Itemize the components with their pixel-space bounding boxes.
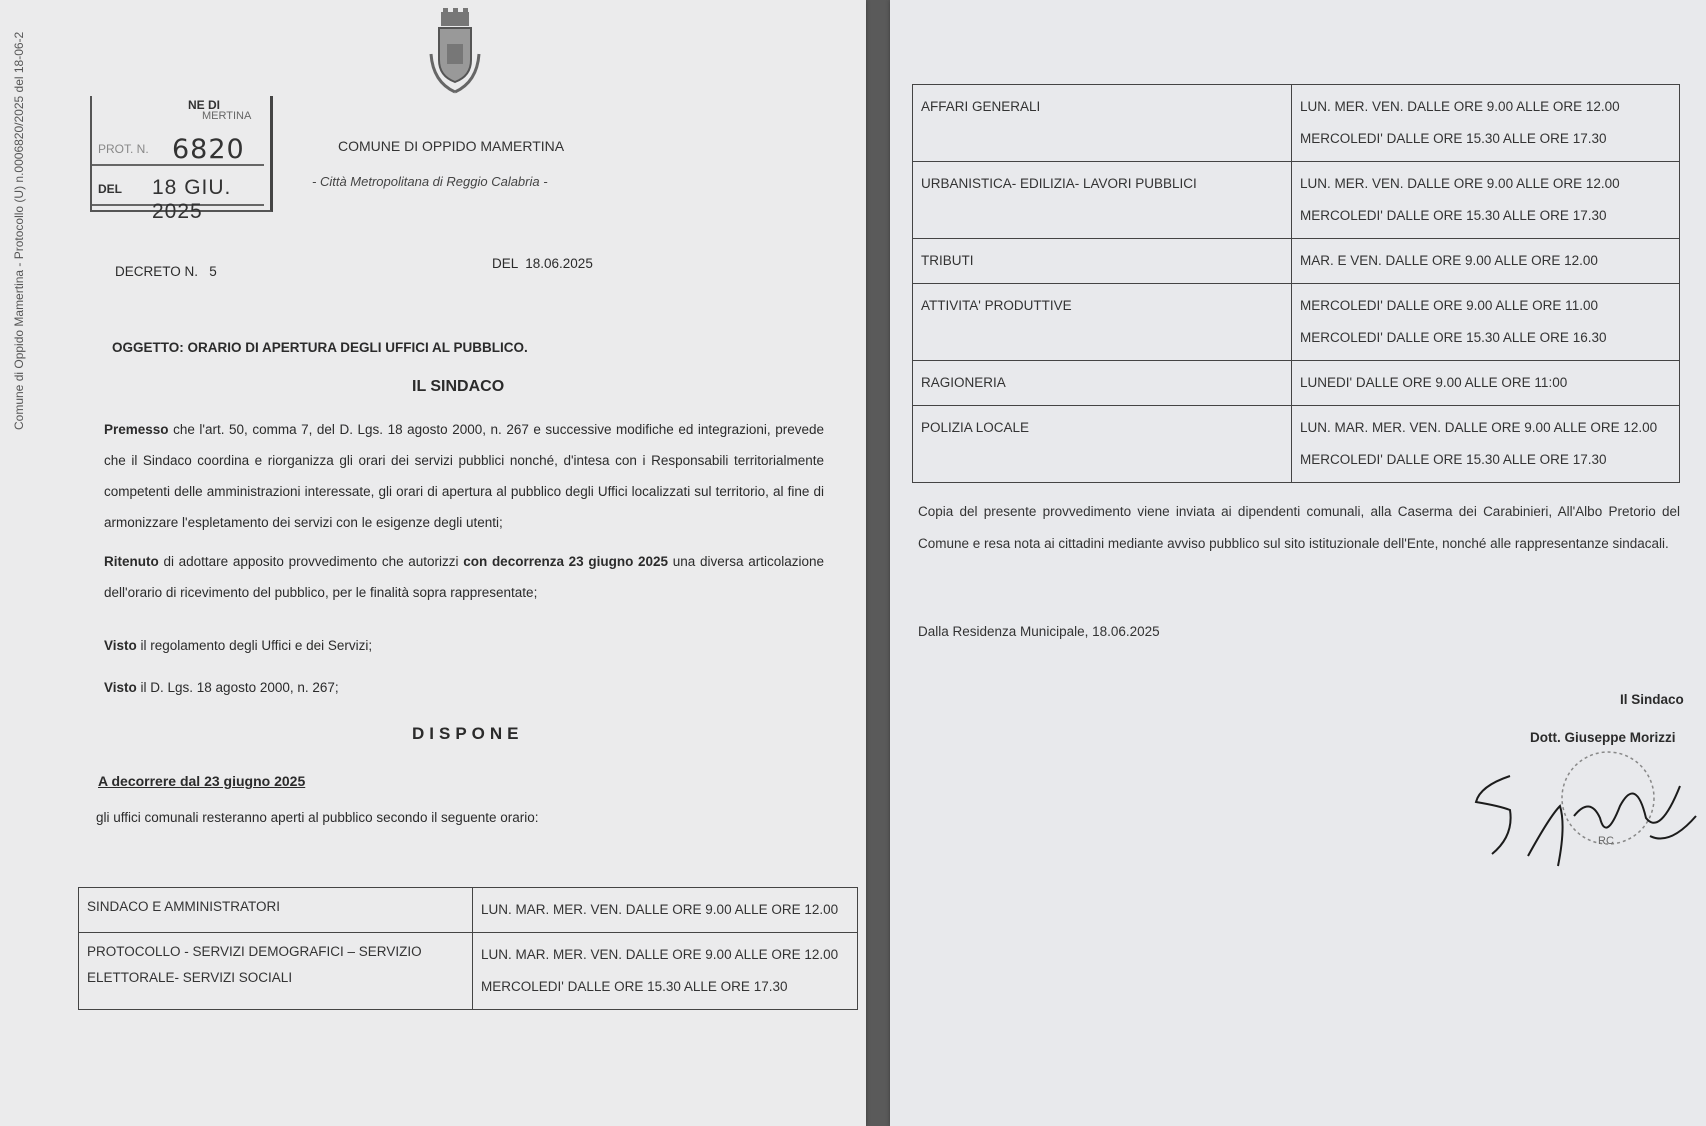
protocol-stamp: NE DI MERTINA PROT. N. 6820 DEL 18 GIU. 2025 [90,96,273,212]
signatory-name: Dott. Giuseppe Morizzi [1530,730,1676,745]
visto-regolamento: Visto il regolamento degli Uffici e dei Servizi; [104,638,373,653]
decree-date: DEL 18.06.2025 [492,256,593,271]
protocol-date: 18 GIU. 2025 [152,176,232,223]
table-row [913,239,1680,284]
office-hours: LUN. MAR. MER. VEN. DALLE ORE 9.00 ALLE ORE 12.00 MERCOLEDI' DALLE ORE 15.30 ALLE ORE 17.30 [1292,406,1680,483]
table-row [79,888,858,933]
office-hours: MAR. E VEN. DALLE ORE 9.00 ALLE ORE 12.00 [1292,239,1680,284]
office-name: RAGIONERIA [913,361,1292,406]
office-name: POLIZIA LOCALE [913,406,1292,483]
table-row [913,162,1680,239]
protocol-number: 6820 [172,134,245,165]
office-hours: LUN. MAR. MER. VEN. DALLE ORE 9.00 ALLE ORE 12.00 [473,888,858,933]
ritenuto-paragraph: Ritenuto di adottare apposito provvedimento che autorizzi con decorrenza 23 giugno 2025 una diversa articolazione dell'orario di ricevimento del pubblico, per le finalità sopra rappresentate; [104,554,824,600]
distribution-paragraph: Copia del presente provvedimento viene inviata ai dipendenti comunali, alla Caserma dei Carabinieri, All'Albo Pretorio del Comune e resa nota ai cittadini mediante avviso pubblico sul sito istituzionale dell'Ente, nonché alle rappresentanze sindacali. [918,504,1680,551]
table-row [913,85,1680,162]
protocol-margin-note: Comune di Oppido Mamertina - Protocollo (U) n.0006820/2025 del 18-06-2 [12,31,26,430]
signature-and-seal [1470,746,1700,886]
decree-subject: OGGETTO: ORARIO DI APERTURA DEGLI UFFICI AL PUBBLICO. [112,340,528,355]
municipal-crest-icon [425,8,485,94]
office-hours-table-continued [912,84,1680,483]
office-hours: MERCOLEDI' DALLE ORE 9.00 ALLE ORE 11.00 MERCOLEDI' DALLE ORE 15.30 ALLE ORE 16.30 [1292,284,1680,361]
table-row [913,406,1680,483]
office-hours-table [78,887,858,1010]
table-row [79,933,858,1010]
dispone-heading: DISPONE [412,724,524,743]
schedule-intro: gli uffici comunali resteranno aperti al pubblico secondo il seguente orario: [96,810,539,825]
office-name: PROTOCOLLO - SERVIZI DEMOGRAFICI – SERVIZIO ELETTORALE- SERVIZI SOCIALI [79,933,473,1010]
municipality-name: COMUNE DI OPPIDO MAMERTINA [338,138,565,154]
svg-text:RC: RC [1598,835,1614,847]
office-name: SINDACO E AMMINISTRATORI [79,888,473,933]
office-name: ATTIVITA' PRODUTTIVE [913,284,1292,361]
mayor-heading: IL SINDACO [412,378,505,395]
office-name: TRIBUTI [913,239,1292,284]
office-hours: LUN. MER. VEN. DALLE ORE 9.00 ALLE ORE 12.00 MERCOLEDI' DALLE ORE 15.30 ALLE ORE 17.30 [1292,85,1680,162]
premesso-paragraph: Premesso che l'art. 50, comma 7, del D. Lgs. 18 agosto 2000, n. 267 e successive modifiche ed integrazioni, prevede che il Sindaco coordina e riorganizza gli orari dei servizi pubblici nonché, d'intesa con i Responsabili territorialmente competenti delle amministrazioni interessate, gli orari di apertura al pubblico degli Uffici localizzati sul territorio, al fine di armonizzare l'espletamento dei servizi con le esigenze degli utenti; [104,422,824,530]
office-hours: LUN. MER. VEN. DALLE ORE 9.00 ALLE ORE 12.00 MERCOLEDI' DALLE ORE 15.30 ALLE ORE 17.30 [1292,162,1680,239]
office-hours: LUNEDI' DALLE ORE 9.00 ALLE ORE 11:00 [1292,361,1680,406]
effective-date: A decorrere dal 23 giugno 2025 [98,773,306,789]
office-name: AFFARI GENERALI [913,85,1292,162]
office-name: URBANISTICA- EDILIZIA- LAVORI PUBBLICI [913,162,1292,239]
signatory-title: Il Sindaco [1620,692,1684,707]
place-and-date: Dalla Residenza Municipale, 18.06.2025 [918,624,1160,639]
visto-dlgs: Visto il D. Lgs. 18 agosto 2000, n. 267; [104,680,339,695]
office-hours: LUN. MAR. MER. VEN. DALLE ORE 9.00 ALLE ORE 12.00 MERCOLEDI' DALLE ORE 15.30 ALLE ORE 17.30 [473,933,858,1010]
decree-number: DECRETO N. 5 [115,264,217,279]
table-row [913,284,1680,361]
table-row [913,361,1680,406]
metropolitan-city: - Città Metropolitana di Reggio Calabria - [312,174,548,189]
right-page [890,0,1706,1126]
